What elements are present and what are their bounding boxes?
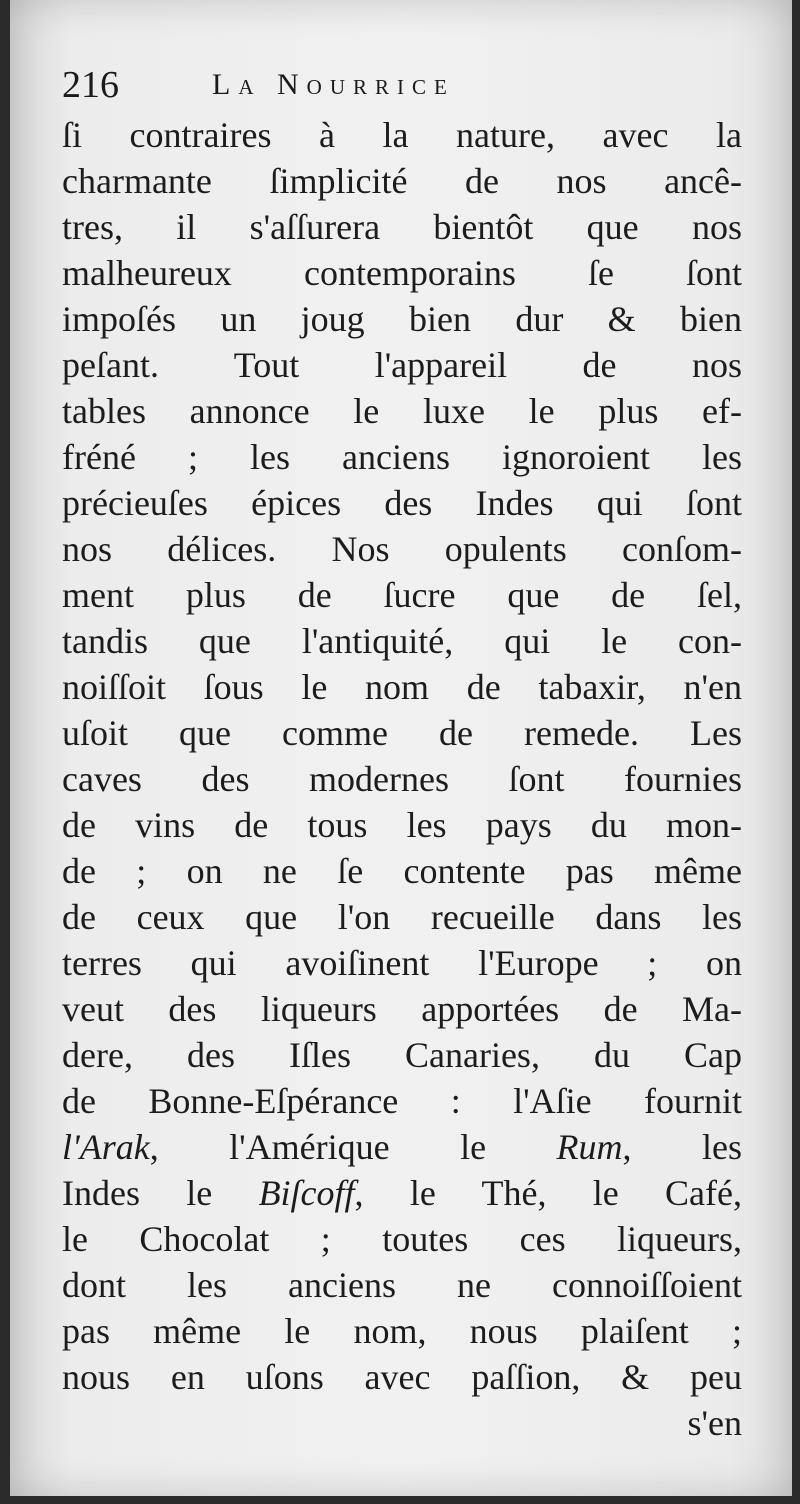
text-line: précieuſes épices des Indes qui ſont bbox=[62, 483, 742, 523]
page-header bbox=[62, 60, 742, 110]
text-line: de ceux que l'on recueille dans les bbox=[62, 897, 742, 937]
text-line: tres, il s'aſſurera bientôt que nos bbox=[62, 207, 742, 247]
text-line: terres qui avoiſinent l'Europe ; on bbox=[62, 943, 742, 983]
text-line: veut des liqueurs apportées de Ma- bbox=[62, 989, 742, 1029]
text-line: caves des modernes ſont fournies bbox=[62, 759, 742, 799]
text-line: fréné ; les anciens ignoroient les bbox=[62, 437, 742, 477]
text-segment: , le Thé, le Café, bbox=[354, 1173, 742, 1213]
text-line-arak bbox=[62, 1124, 742, 1170]
catchword: s'en bbox=[687, 1403, 742, 1443]
text-line: malheureux contemporains ſe ſont bbox=[62, 253, 742, 293]
italic-term-rum: Rum bbox=[556, 1127, 623, 1167]
text-segment: , l'Amérique le bbox=[149, 1127, 557, 1167]
text-line: noiſſoit ſous le nom de tabaxir, n'en bbox=[62, 667, 742, 707]
text-line: dere, des Iſles Canaries, du Cap bbox=[62, 1035, 742, 1075]
book-page bbox=[10, 0, 792, 1496]
text-segment: , les bbox=[622, 1127, 742, 1167]
text-line: tandis que l'antiquité, qui le con- bbox=[62, 621, 742, 661]
page-number: 216 bbox=[62, 64, 119, 106]
text-line: impoſés un joug bien dur & bien bbox=[62, 299, 742, 339]
text-line: le Chocolat ; toutes ces liqueurs, bbox=[62, 1219, 742, 1259]
text-line: nous en uſons avec paſſion, & peu bbox=[62, 1357, 742, 1397]
italic-term-arak: l'Arak bbox=[62, 1127, 150, 1167]
text-line: nos délices. Nos opulents conſom- bbox=[62, 529, 742, 569]
text-line: peſant. Tout l'appareil de nos bbox=[62, 345, 742, 385]
text-line: pas même le nom, nous plaiſent ; bbox=[62, 1311, 742, 1351]
text-line: ſi contraires à la nature, avec la bbox=[62, 115, 742, 155]
running-head: La Nourrice bbox=[212, 68, 455, 101]
text-line: de vins de tous les pays du mon- bbox=[62, 805, 742, 845]
text-segment: Indes le bbox=[62, 1173, 259, 1213]
text-line: uſoit que comme de remede. Les bbox=[62, 713, 742, 753]
text-line-biscoff bbox=[62, 1170, 742, 1216]
text-line: de ; on ne ſe contente pas même bbox=[62, 851, 742, 891]
text-line: dont les anciens ne connoiſſoient bbox=[62, 1265, 742, 1305]
text-line: tables annonce le luxe le plus ef- bbox=[62, 391, 742, 431]
text-line: charmante ſimplicité de nos ancê- bbox=[62, 161, 742, 201]
italic-term-biscoff: Biſcoff bbox=[258, 1173, 355, 1213]
text-line: ment plus de ſucre que de ſel, bbox=[62, 575, 742, 615]
body-text bbox=[62, 112, 742, 1446]
text-line: de Bonne-Eſpérance : l'Aſie fournit bbox=[62, 1081, 742, 1121]
